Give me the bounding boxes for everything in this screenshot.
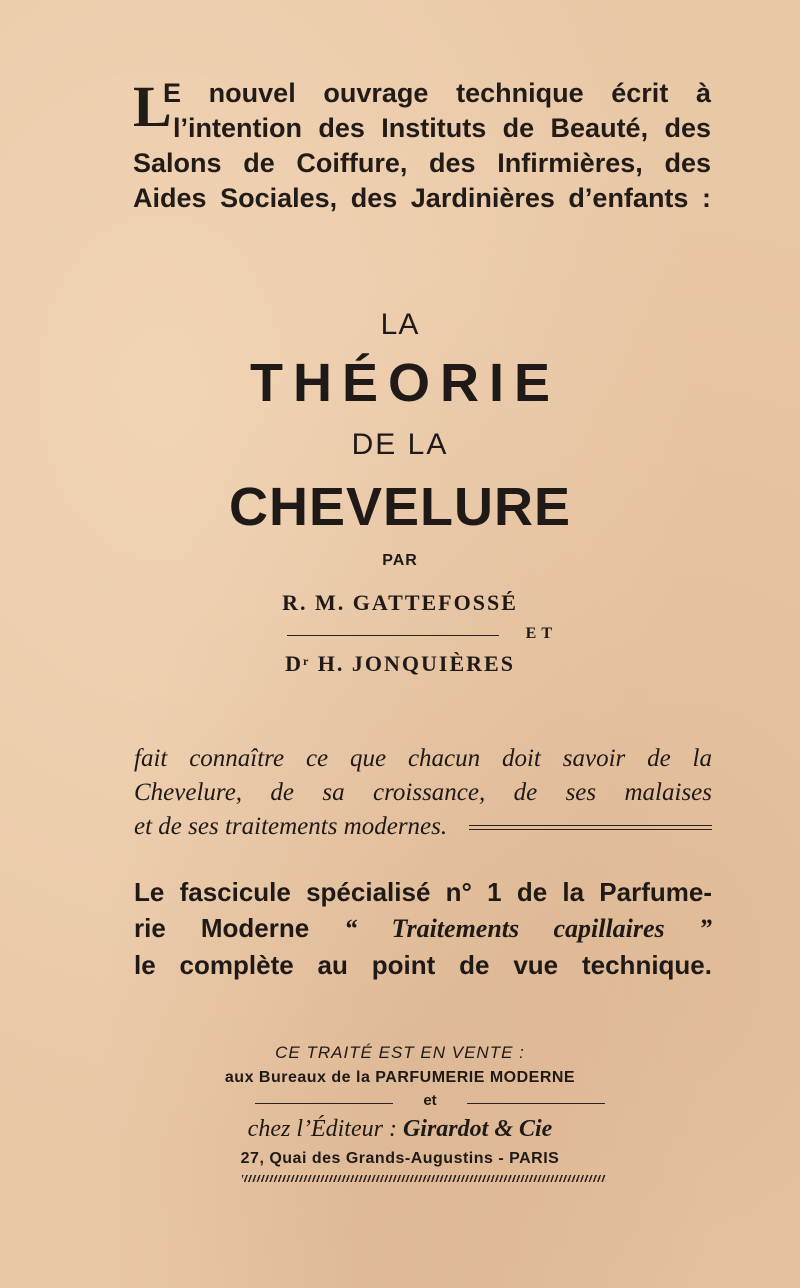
intro-line: E nouvel ouvrage technique écrit à	[163, 78, 711, 108]
footer-address: 27, Quai des Grands-Augustins - PARIS	[240, 1150, 560, 1167]
footer-editeur	[0, 1116, 800, 1143]
fascicule-text: rie Moderne	[134, 913, 345, 943]
double-rule	[469, 825, 712, 830]
title-par: PAR	[382, 552, 418, 569]
author-title: D	[285, 651, 303, 676]
fascicule-paragraph	[134, 874, 712, 983]
intro-paragraph	[133, 76, 711, 216]
fascicule-line: le complète au point de vue technique.	[134, 950, 712, 980]
fascicule-line: Le fascicule spécialisé n° 1 de la Parfume-	[134, 877, 712, 907]
drop-cap: L	[133, 74, 172, 139]
editeur-name: Girardot & Cie	[402, 1116, 553, 1142]
footer-bureaux: aux Bureaux de la PARFUMERIE MODERNE	[224, 1069, 576, 1086]
author-title-sup: r	[302, 654, 311, 668]
title-chevelure: CHEVELURE	[228, 477, 572, 537]
description-line: Chevelure, de sa croissance, de ses malaises	[134, 779, 712, 806]
author-gattefosse: R. M. GATTEFOSSÉ	[282, 590, 518, 615]
author-name: H. JONQUIÈRES	[310, 651, 515, 676]
fascicule-line	[134, 910, 712, 947]
intro-line: Salons de Coiffure, des Infirmières, des	[133, 148, 711, 178]
author-separator	[287, 625, 557, 645]
separator-rule	[287, 635, 499, 636]
title-theorie: THÉORIE	[249, 353, 561, 413]
intro-line: Aides Sociales, des Jardinières d’enfants :	[133, 183, 711, 213]
title-de-la: DE LA	[351, 428, 449, 461]
author-jonquieres	[0, 651, 800, 677]
description-line: fait connaître ce que chacun doit savoir de la	[134, 745, 712, 772]
description-paragraph	[134, 742, 712, 844]
footer-et: et	[423, 1092, 437, 1109]
editeur-prefix: chez l’Éditeur :	[247, 1116, 403, 1142]
footer-separator	[255, 1092, 605, 1112]
footer-vente: CE TRAITÉ EST EN VENTE :	[275, 1043, 525, 1062]
description-last-line	[134, 810, 712, 844]
author-et: ET	[525, 625, 557, 642]
title-la: LA	[380, 308, 420, 341]
footer-rule-right	[467, 1103, 605, 1104]
description-line: et de ses traitements modernes.	[134, 813, 448, 840]
fascicule-title: “ Traitements capillaires ”	[344, 914, 712, 943]
intro-line: l’intention des Instituts de Beauté, des	[173, 113, 711, 143]
hatched-rule	[242, 1175, 606, 1182]
